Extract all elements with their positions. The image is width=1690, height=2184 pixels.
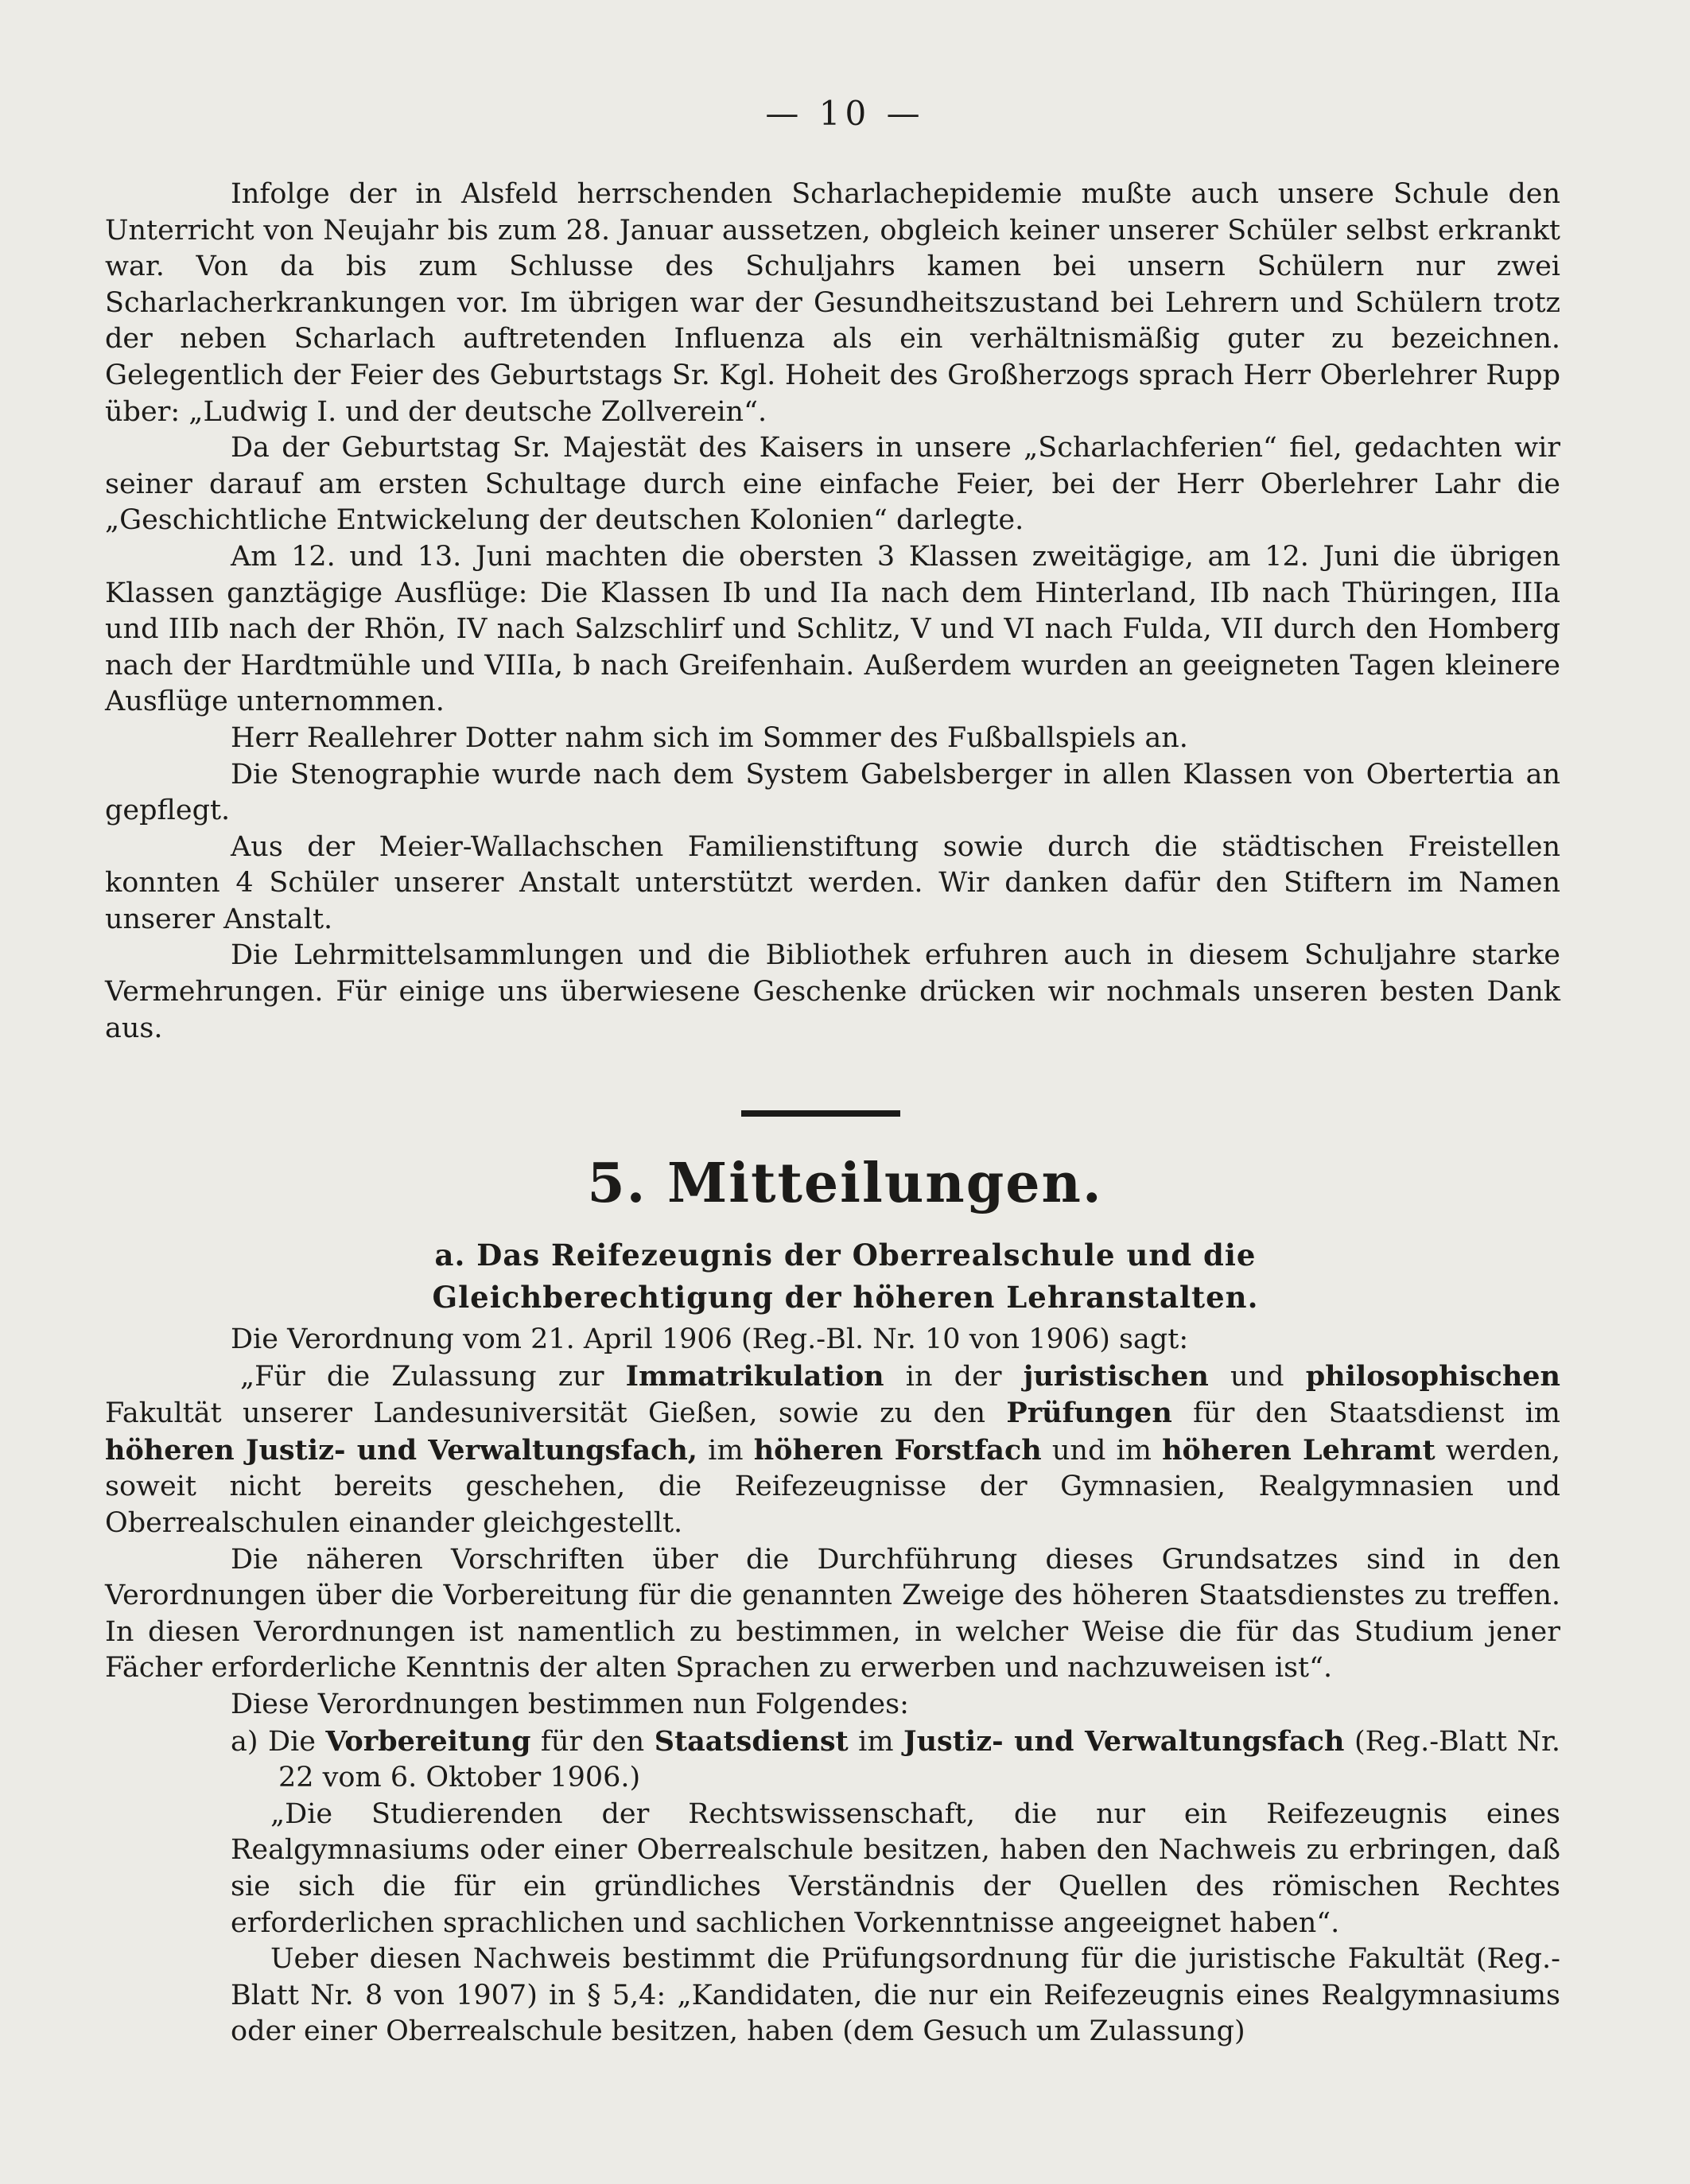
paragraph-law-students: „Die Studierenden der Rechtswissenschaft, die nur ein Reifezeugnis eines Realgymnasiums oder einer Oberrealschule besitzen, haben den Nachweis zu erbringen, daß sie sich die für ein gründliches Verständnis der Quellen des römischen Rechtes erforderlichen sprachlichen und sachlichen Vorkenntnisse angeeignet haben“. <box>231 1797 1560 1939</box>
text-run: (Reg.-Blatt Nr. 22 vom 6. Oktober 1906.) <box>278 1725 1561 1794</box>
text-run: im <box>697 1434 754 1467</box>
section-title: 5. Mitteilungen. <box>587 1152 1103 1215</box>
paragraph-item-a <box>105 1723 1560 1797</box>
emphasis-run: höheren Justiz- und Verwaltungsfach, <box>105 1433 697 1467</box>
emphasis-run: Justiz- und Verwaltungsfach <box>903 1724 1345 1758</box>
emphasis-run: Vorbereitung <box>325 1724 531 1758</box>
emphasis-run: Immatrikulation <box>625 1359 884 1393</box>
paragraph-foundation: Aus der Meier-Wallachschen Familienstiftung sowie durch die städtischen Freistellen konnten 4 Schüler unserer Anstalt unterstützt werden. Wir danken dafür den Stiftern im Namen unserer Anstalt. <box>105 830 1560 935</box>
text-run: werden, soweit nicht bereits geschehen, die Reifezeugnisse der Gymnasien, Realgymnasien und Oberrealschulen einander gleichgestellt. <box>105 1434 1561 1539</box>
paragraph-ordinances-determine: Diese Verordnungen bestimmen nun Folgendes: <box>231 1688 909 1720</box>
paragraph-scarlet-fever: Infolge der in Alsfeld herrschenden Scharlachepidemie mußte auch unsere Schule den Unterricht von Neujahr bis zum 28. Januar aussetzen, obgleich keiner unserer Schüler selbst erkrankt war. Von da bis zum Schlusse des Schuljahrs kamen bei unsern Schülern nur zwei Scharlacherkrankungen vor. Im übrigen war der Gesundheitszustand bei Lehrern und Schülern trotz der neben Scharlach auftretenden Influenza als ein verhältnismäßig guter zu bezeichnen. Gelegentlich der Feier des Geburtstags Sr. Kgl. Hoheit des Großherzogs sprach Herr Oberlehrer Rupp über: „Ludwig I. und der deutsche Zollverein“. <box>105 178 1560 428</box>
text-run: und <box>1208 1360 1306 1393</box>
paragraph-ordinance-quote <box>105 1358 1560 1542</box>
section-divider <box>741 1110 900 1117</box>
paragraph-excursions: Am 12. und 13. Juni machten die obersten 3 Klassen zweitägige, am 12. Juni die übrigen Klassen ganztägige Ausflüge: Die Klassen Ib und IIa nach dem Hinterland, IIb nach Thüringen, IIIa und IIIb nach der Rhön, IV nach Salzschlirf und Schlitz, V und VI nach Fulda, VII durch den Homberg nach der Hardtmühle und VIIIa, b nach Greifenhain. Außerdem wurden an geeigneten Tagen kleinere Ausflüge unternommen. <box>105 540 1560 718</box>
text-run: im <box>848 1725 904 1758</box>
text-run: „Für die Zulassung zur <box>240 1360 626 1393</box>
emphasis-run: höheren Forstfach <box>753 1433 1042 1467</box>
paragraph-football: Herr Reallehrer Dotter nahm sich im Sommer des Fußballspiels an. <box>231 721 1188 754</box>
subsection-title: a. Das Reifezeugnis der Oberrealschule und die Gleichberechtigung der höheren Lehranstalten. <box>432 1238 1259 1315</box>
paragraph-detailed-rules: Die näheren Vorschriften über die Durchführung dieses Grundsatzes sind in den Verordnungen über die Vorbereitung für die genannten Zweige des höheren Staatsdienstes zu treffen. In diesen Verordnungen ist namentlich zu bestimmen, in welcher Weise die für das Studium jener Fächer erforderliche Kenntnis der alten Sprachen zu erwerben und nachzuweisen ist“. <box>105 1543 1560 1685</box>
paragraph-collections: Die Lehrmittelsammlungen und die Bibliothek erfuhren auch in diesem Schuljahre starke Vermehrungen. Für einige uns überwiesene Geschenke drücken wir nochmals unseren besten Dank aus. <box>105 939 1560 1044</box>
emphasis-run: juristischen <box>1023 1359 1209 1393</box>
text-run: für den Staatsdienst im <box>1171 1397 1560 1430</box>
text-run: für den <box>530 1725 655 1758</box>
text-run: und im <box>1041 1434 1163 1467</box>
paragraph-exam-regulations: Ueber diesen Nachweis bestimmt die Prüfungsordnung für die juristische Fakultät (Reg.-Blatt Nr. 8 von 1907) in § 5,4: „Kandidaten, die nur ein Reifezeugnis eines Realgymnasiums oder einer Oberrealschule besitzen, haben (dem Gesuch um Zulassung) <box>231 1943 1560 2048</box>
school-report-text <box>105 177 1560 1047</box>
text-run: Fakultät unserer Landesuniversität Gießen, sowie zu den <box>105 1397 1007 1430</box>
emphasis-run: Staatsdienst <box>654 1724 849 1758</box>
paragraph-ordinance-intro: Die Verordnung vom 21. April 1906 (Reg.-Bl. Nr. 10 von 1906) sagt: <box>231 1323 1189 1355</box>
paragraph-stenography: Die Stenographie wurde nach dem System Gabelsberger in allen Klassen von Obertertia an gepflegt. <box>105 758 1560 827</box>
text-run: in der <box>884 1360 1024 1393</box>
emphasis-run: höheren Lehramt <box>1162 1433 1436 1467</box>
emphasis-run: philosophischen <box>1305 1359 1561 1393</box>
notices-text <box>105 1322 1560 2050</box>
emphasis-run: Prüfungen <box>1006 1397 1172 1430</box>
text-run: a) Die <box>231 1725 326 1758</box>
page-number: — 10 — <box>765 94 925 133</box>
paragraph-kaiser-birthday: Da der Geburtstag Sr. Majestät des Kaisers in unsere „Scharlachferien“ fiel, gedachten wir seiner darauf am ersten Schultage durch eine einfache Feier, bei der Herr Oberlehrer Lahr die „Geschichtliche Entwickelung der deutschen Kolonien“ darlegte. <box>105 432 1560 537</box>
